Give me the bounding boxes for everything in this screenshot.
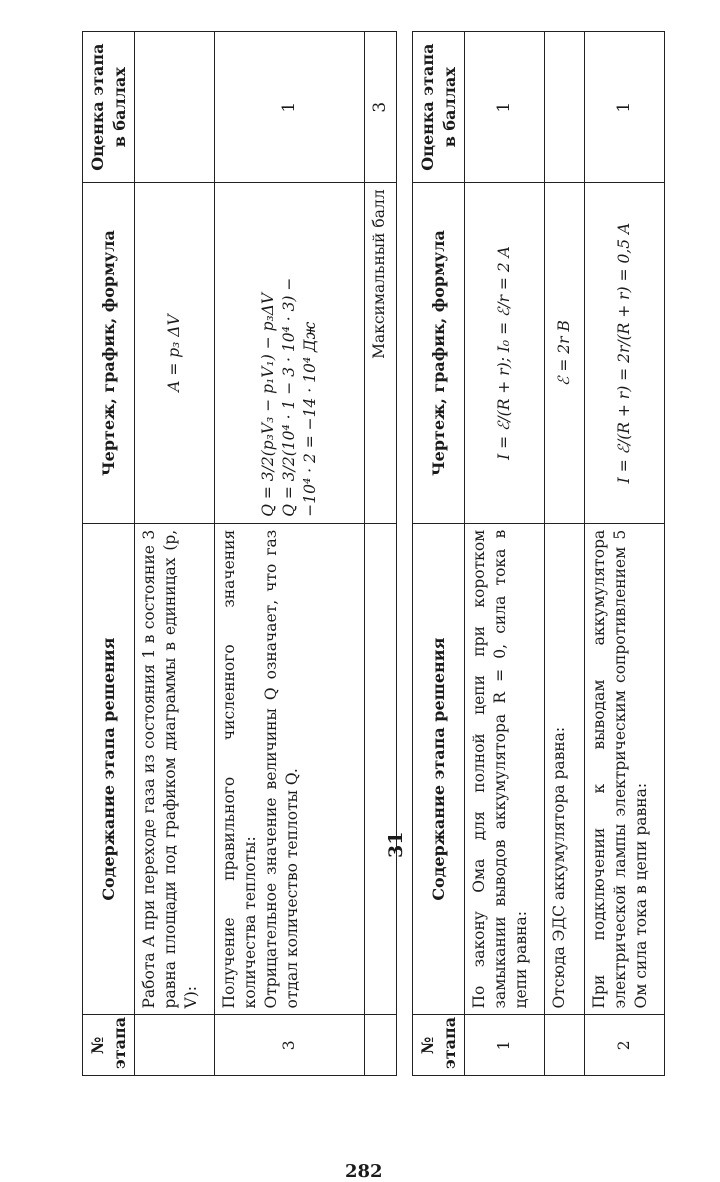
score-cell: 1 bbox=[215, 32, 365, 183]
formula-line: −10⁴ · 2 = −14 · 10⁴ Дж bbox=[301, 321, 320, 517]
header-score: Оценка этапа в баллах bbox=[413, 32, 465, 183]
empty-cell bbox=[365, 523, 397, 1015]
page-number: 282 bbox=[345, 1161, 383, 1182]
header-step: № этапа bbox=[413, 1015, 465, 1076]
formula-cell bbox=[215, 183, 365, 523]
content-cell: Отсюда ЭДС аккумулятора равна: bbox=[545, 523, 585, 1015]
step-cell: 2 bbox=[585, 1015, 665, 1076]
formula-cell: I = ℰ/(R + r) = 2r/(R + r) = 0,5 A bbox=[585, 183, 665, 523]
header-formula: Чертеж, график, формула bbox=[413, 183, 465, 523]
formula-cell: ℰ = 2r В bbox=[545, 183, 585, 523]
score-cell: 1 bbox=[465, 32, 545, 183]
header-content: Содержание этапа решения bbox=[83, 523, 135, 1015]
header-formula: Чертеж, график, формула bbox=[83, 183, 135, 523]
step-cell: 3 bbox=[215, 1015, 365, 1076]
score-cell: 1 bbox=[585, 32, 665, 183]
table-header-row bbox=[83, 32, 135, 1076]
content-cell bbox=[215, 523, 365, 1015]
content-cell: Работа A при переходе газа из состояния 1 в состояние 3 равна площади под графиком диаграммы в единицах (p, V): bbox=[135, 523, 215, 1015]
solution-table-2 bbox=[412, 31, 665, 1076]
task-number: 31 bbox=[385, 831, 407, 858]
table-row bbox=[585, 32, 665, 1076]
max-score-row bbox=[365, 32, 397, 1076]
score-cell bbox=[545, 32, 585, 183]
header-score: Оценка этапа в баллах bbox=[83, 32, 135, 183]
max-score-label: Максимальный балл bbox=[365, 183, 397, 523]
table-row bbox=[545, 32, 585, 1076]
content-cell: По закону Ома для полной цепи при коротком замыкании выводов аккумулятора R = 0, сила тока в цепи равна: bbox=[465, 523, 545, 1015]
table-row bbox=[465, 32, 545, 1076]
score-cell bbox=[135, 32, 215, 183]
header-step: № этапа bbox=[83, 1015, 135, 1076]
formula-line: Q = 3/2(p₃V₃ − p₁V₁) − p₃ΔV bbox=[259, 292, 278, 517]
table-row bbox=[135, 32, 215, 1076]
content-line: Отрицательное значение величины Q означает, что газ отдал количество теплоты Q. bbox=[262, 529, 301, 1009]
formula-cell: A = p₃ ΔV bbox=[135, 183, 215, 523]
step-cell bbox=[135, 1015, 215, 1076]
content-line: Получение правильного численного значения количества теплоты: bbox=[220, 529, 260, 1009]
step-cell: 1 bbox=[465, 1015, 545, 1076]
step-cell bbox=[545, 1015, 585, 1076]
table-header-row bbox=[413, 32, 465, 1076]
content-cell: При подключении к выводам аккумулятора электрической лампы электрическим сопротивлением 5 Ом сила тока в цепи равна: bbox=[585, 523, 665, 1015]
header-content: Содержание этапа решения bbox=[413, 523, 465, 1015]
table-row bbox=[215, 32, 365, 1076]
formula-cell: I = ℰ/(R + r); I₀ = ℰ/r = 2 A bbox=[465, 183, 545, 523]
empty-cell bbox=[365, 1015, 397, 1076]
formula-line: Q = 3/2(10⁴ · 1 − 3 · 10⁴ · 3) − bbox=[280, 277, 299, 517]
max-score-value: 3 bbox=[365, 32, 397, 183]
solution-table-1 bbox=[82, 31, 397, 1076]
